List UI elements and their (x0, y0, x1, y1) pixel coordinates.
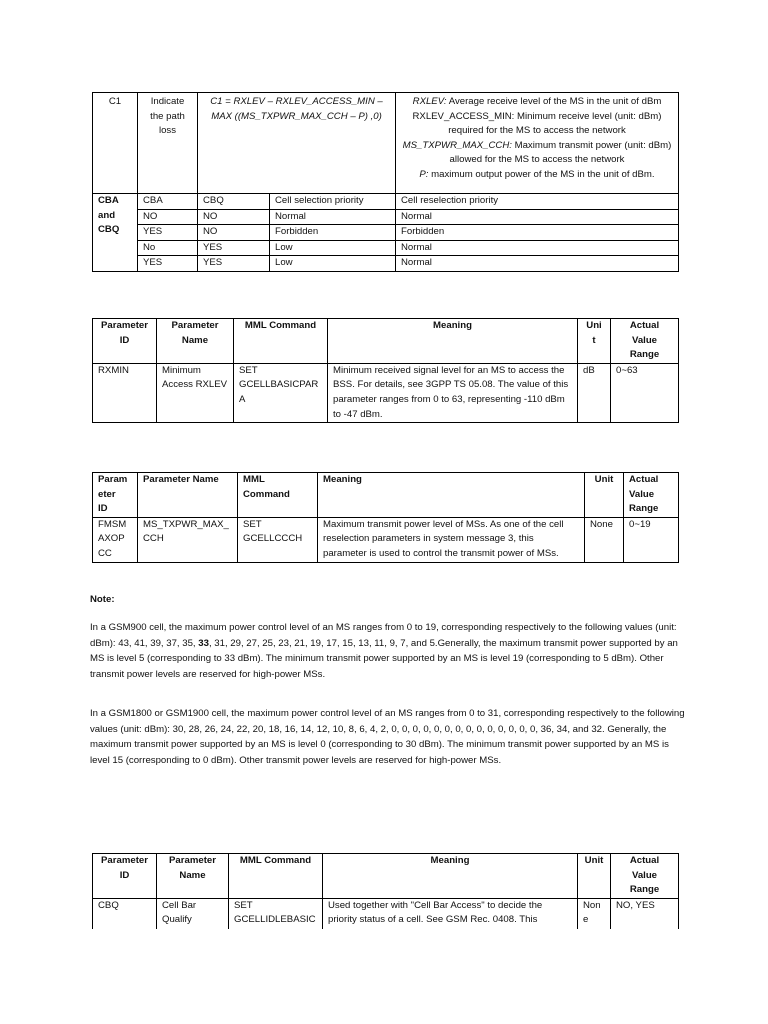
rxmin-param-table (92, 318, 679, 423)
table-header-row (93, 319, 679, 364)
term: MS_TXPWR_MAX_CCH: (402, 139, 512, 151)
param-name: Minimum Access RXLEV (157, 363, 234, 422)
header-actual-value-range: Actual Value Range (611, 854, 679, 899)
header-parameter-name: Parameter Name (138, 473, 238, 518)
c1-formula: C1 = RXLEV – RXLEV_ACCESS_MIN – MAX ((MS_TXPWR_MAX_CCH – P) ,0) (198, 93, 396, 194)
c1-cba-table (92, 92, 679, 272)
table-row (93, 225, 679, 241)
param-id: CBQ (93, 898, 157, 929)
unit: None (585, 517, 624, 562)
meaning-line (401, 139, 673, 168)
term: RXLEV: (412, 96, 447, 107)
header-parameter-id: Parameter ID (93, 319, 157, 364)
header-mml-command: MML Command (234, 319, 328, 364)
value-range: 0~63 (611, 363, 679, 422)
meaning-line (401, 95, 673, 110)
table-cell: NO (198, 225, 270, 241)
note-text: , 31, 29, 27, 25, 23, 21, 19, 17, 15, 13, 11, 9, 7, and 5.Generally, the maximum transmit power supported by an MS is level 5 (corresponding to 33 dBm). The minimum transmit power supported by an MS is level 19 (corresponding to 5 dBm). Other transmit power levels are reserved for high-power MSs. (90, 637, 678, 680)
table-row (93, 256, 679, 272)
table-cell: Low (270, 256, 396, 272)
table-cell: Normal (270, 209, 396, 225)
table-row (93, 194, 679, 210)
cba-param-name: CBA and CBQ (93, 194, 138, 272)
unit: dB (578, 363, 611, 422)
header-parameter-id: Parameter ID (93, 854, 157, 899)
value-range: 0~19 (624, 517, 679, 562)
table-row (93, 898, 679, 929)
note-bold-value: 33 (198, 637, 209, 649)
table-row (93, 363, 679, 422)
cbq-param-table (92, 853, 679, 929)
table-row (93, 517, 679, 562)
table-cell: YES (138, 256, 198, 272)
table-cell: NO (198, 209, 270, 225)
meaning: Used together with "Cell Bar Access" to decide the priority status of a cell. See GSM Rec. 0408. This (323, 898, 578, 929)
header-actual-value-range: Actual Value Range (611, 319, 679, 364)
param-name: Cell Bar Qualify (157, 898, 229, 929)
table-cell: YES (198, 256, 270, 272)
meaning-line (401, 110, 673, 139)
table-row (93, 240, 679, 256)
table-cell: Low (270, 240, 396, 256)
header-mml-command: MML Command (238, 473, 318, 518)
header-parameter-id: Param eter ID (93, 473, 138, 518)
c1-param-cell (93, 93, 138, 194)
note-text: In a GSM900 cell, the maximum power control level of an MS ranges from 0 to 19, corresponding respectively to the following values (unit: dBm): 43, 41, 39, 37, 35, (90, 622, 677, 649)
note-paragraph-gsm1800: In a GSM1800 or GSM1900 cell, the maximum power control level of an MS ranges from 0 to 31, corresponding respectively to the following values (unit: dBm): 30, 28, 26, 24, 22, 20, 18, 16, 14, 12, 10, 8, 6, 4, 2, 0, 0, 0, 0, 0, 0, 0, 0, 0, 0, 0, 0, 0, 0, 36, 34, and 32. Generally, the maximum transmit power supported by an MS is level 0 (corresponding to 30 dBm). The minimum transmit power supported by an MS is level 15 (corresponding to 0 dBm). Other transmit power levels are reserved for high-power MSs. (90, 708, 685, 766)
mml-command: SET GCELLBASICPARA (234, 363, 328, 422)
table-row (93, 209, 679, 225)
table-cell: Normal (396, 240, 679, 256)
term-text: maximum output power of the MS in the unit of dBm. (428, 168, 655, 180)
table-cell: YES (138, 225, 198, 241)
meaning: Maximum transmit power level of MSs. As one of the cell reselection parameters in system message 3, this parameter is used to control the transmit power of MSs. (318, 517, 585, 562)
value-range: NO, YES (611, 898, 679, 929)
table-cell: Normal (396, 209, 679, 225)
header-unit: Unit (578, 854, 611, 899)
table-cell: NO (138, 209, 198, 225)
term-text: RXLEV_ACCESS_MIN: Minimum receive level (unit: dBm) required for the MS to access the network (412, 110, 662, 137)
table-cell: No (138, 240, 198, 256)
term: P: (419, 168, 429, 180)
fmsmaxopcc-param-table (92, 472, 679, 563)
param-name: MS_TXPWR_MAX_ CCH (138, 517, 238, 562)
table-cell: Normal (396, 256, 679, 272)
table-cell: Cell reselection priority (396, 194, 679, 210)
header-meaning: Meaning (328, 319, 578, 364)
mml-command: SET GCELLIDLEBASIC (229, 898, 323, 929)
header-parameter-name: Parameter Name (157, 854, 229, 899)
header-unit: Uni t (578, 319, 611, 364)
table-cell: Forbidden (270, 225, 396, 241)
meaning: Minimum received signal level for an MS to access the BSS. For details, see 3GPP TS 05.08. The value of this parameter ranges from 0 to 63, representing -110 dBm to -47 dBm. (328, 363, 578, 422)
header-parameter-name: Parameter Name (157, 319, 234, 364)
table-cell: Cell selection priority (270, 194, 396, 210)
header-meaning: Meaning (318, 473, 585, 518)
term-text: Average receive level of the MS in the unit of dBm (446, 96, 662, 107)
note-title: Note: (90, 594, 115, 605)
header-mml-command: MML Command (229, 854, 323, 899)
note-paragraph-gsm900 (90, 620, 690, 682)
header-unit: Unit (585, 473, 624, 518)
term-text: Maximum transmit power (unit: dBm) allowed for the MS to access the network (449, 139, 672, 166)
header-meaning: Meaning (323, 854, 578, 899)
c1-description: Indicate the path loss (138, 93, 198, 194)
table-row (93, 93, 679, 194)
header-actual-value-range: Actual Value Range (624, 473, 679, 518)
table-cell: CBA (138, 194, 198, 210)
table-cell: Forbidden (396, 225, 679, 241)
mml-command: SET GCELLCCCH (238, 517, 318, 562)
unit: Non e (578, 898, 611, 929)
c1-param-name: C1 (108, 96, 122, 107)
meaning-line (401, 168, 673, 183)
c1-meaning (396, 93, 679, 194)
table-cell: CBQ (198, 194, 270, 210)
param-id: RXMIN (93, 363, 157, 422)
table-header-row (93, 473, 679, 518)
table-cell: YES (198, 240, 270, 256)
param-id: FMSM AXOP CC (93, 517, 138, 562)
table-header-row (93, 854, 679, 899)
